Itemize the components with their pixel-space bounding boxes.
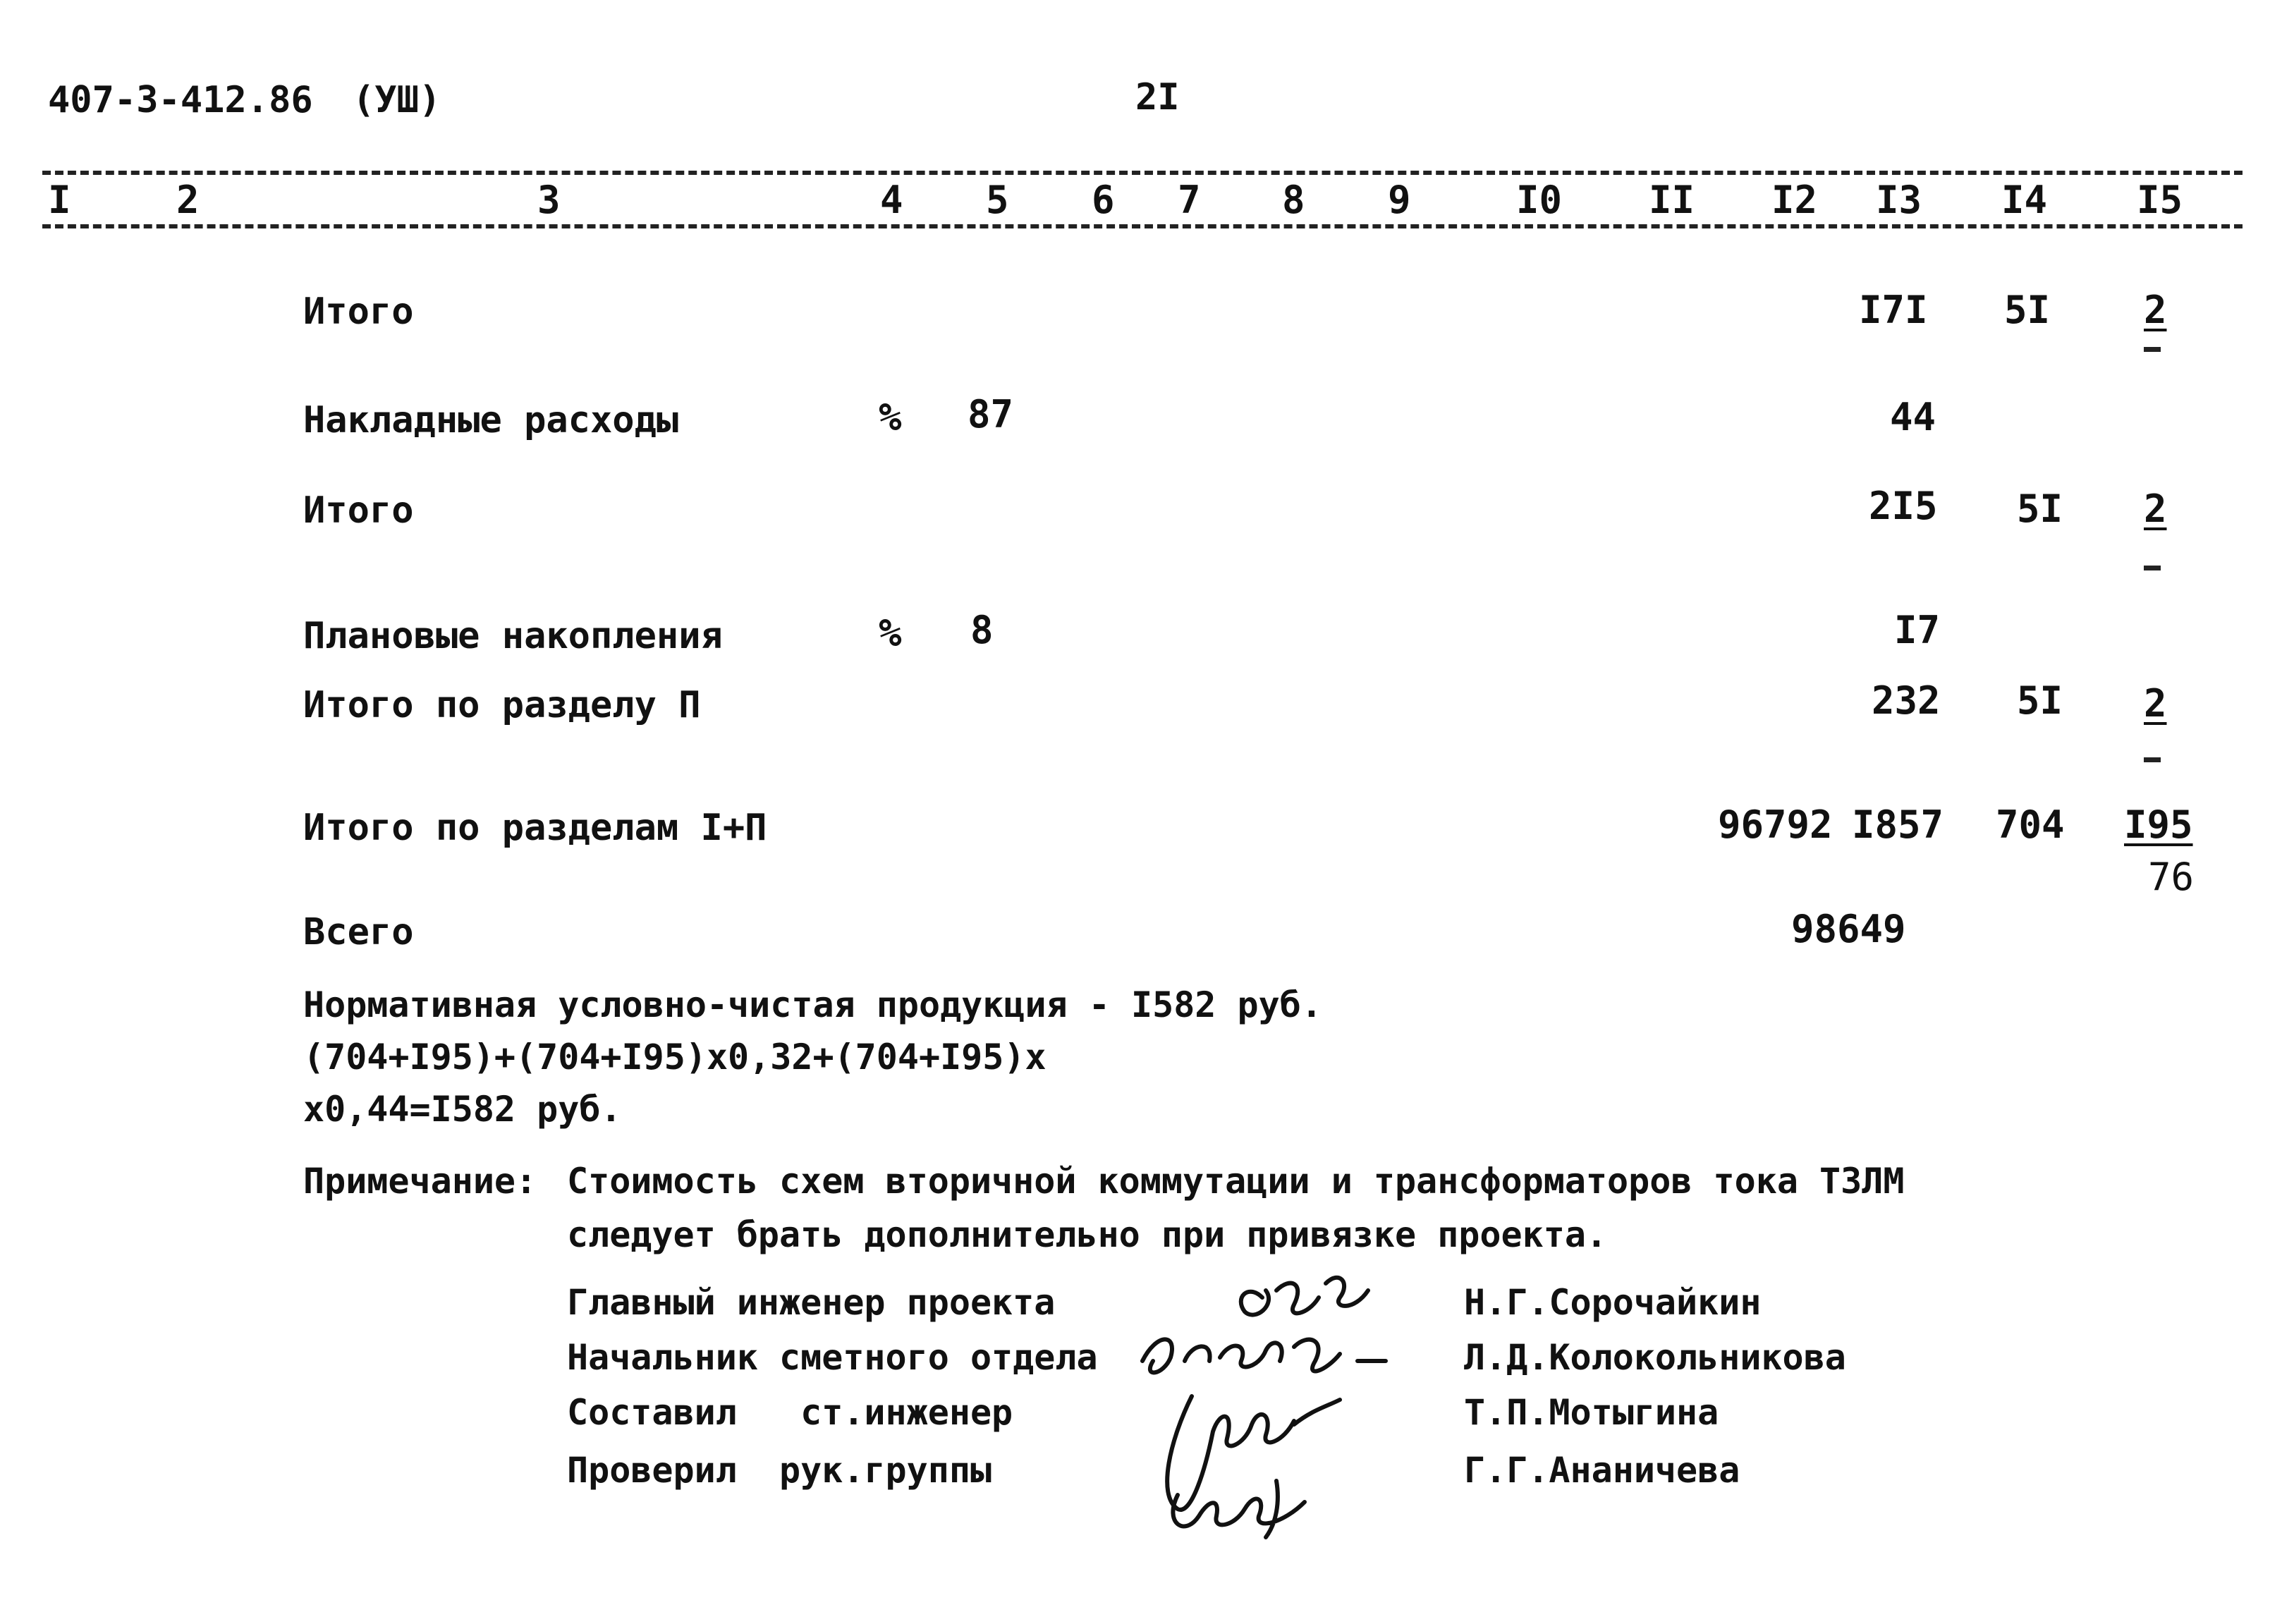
underscore-mark bbox=[2144, 566, 2161, 570]
row-label: Плановые накопления bbox=[303, 615, 723, 657]
column-number: 2 bbox=[176, 178, 200, 222]
row-label: Итого bbox=[303, 291, 414, 333]
signature-role: Начальник сметного отдела bbox=[567, 1337, 1098, 1378]
cell-col15: 2 bbox=[2144, 681, 2167, 726]
cell-col13: I7I bbox=[1859, 288, 1928, 332]
cell-col4: % bbox=[879, 395, 902, 439]
row-label: Итого bbox=[303, 489, 414, 532]
cell-col15: 2 bbox=[2144, 487, 2167, 531]
remark-label: Примечание: bbox=[303, 1161, 537, 1202]
cell-col14: 5I bbox=[2017, 678, 2063, 723]
column-number: 4 bbox=[880, 178, 903, 222]
row-label: Накладные расходы bbox=[303, 399, 679, 441]
document-code: 407-3-412.86 bbox=[48, 79, 313, 121]
signatory-name: Г.Г.Ананичева bbox=[1464, 1450, 1740, 1491]
column-number: 6 bbox=[1092, 178, 1115, 222]
cell-col15: 2 bbox=[2144, 288, 2167, 332]
handwritten-signatures bbox=[1114, 1255, 1439, 1551]
signatory-name: Н.Г.Сорочайкин bbox=[1464, 1282, 1762, 1323]
cell-col15-sub: 76 bbox=[2148, 855, 2195, 899]
cell-col13: I7 bbox=[1894, 608, 1941, 652]
row-label: Итого по разделу П bbox=[303, 684, 701, 726]
column-number: 7 bbox=[1178, 178, 1201, 222]
underscore-mark bbox=[2144, 757, 2161, 762]
cell-col14: 5I bbox=[2004, 288, 2051, 332]
column-number: 8 bbox=[1282, 178, 1305, 222]
column-header-bottom-rule bbox=[42, 224, 2243, 228]
column-number: 9 bbox=[1388, 178, 1411, 222]
row-label: Всего bbox=[303, 911, 414, 953]
column-number: I4 bbox=[2001, 178, 2048, 222]
column-number: I5 bbox=[2137, 178, 2183, 222]
signatory-name: Л.Д.Колокольникова bbox=[1464, 1337, 1846, 1378]
cell-col13: I857 bbox=[1852, 802, 1944, 847]
column-number: II bbox=[1649, 178, 1695, 222]
signature-role: Главный инженер проекта bbox=[567, 1282, 1056, 1323]
cell-col13: 232 bbox=[1872, 678, 1941, 723]
calculation-line: x0,44=I582 руб. bbox=[303, 1089, 622, 1130]
remark-text: Стоимость схем вторичной коммутации и трансформаторов тока ТЗЛМ bbox=[567, 1161, 1905, 1202]
signature-role: Проверил рук.группы bbox=[567, 1450, 992, 1491]
column-number: I3 bbox=[1876, 178, 1922, 222]
underscore-mark bbox=[2144, 347, 2161, 352]
cell-col4: % bbox=[879, 611, 902, 655]
cell-col5: 87 bbox=[968, 392, 1014, 436]
row-label: Итого по разделам I+П bbox=[303, 807, 767, 849]
column-header-top-rule bbox=[42, 171, 2243, 175]
normative-production-line: Нормативная условно-чистая продукция - I582 руб. bbox=[303, 984, 1322, 1025]
remark-text: следует брать дополнительно при привязке проекта. bbox=[567, 1214, 1608, 1255]
cell-col15: I95 bbox=[2124, 802, 2193, 847]
cell-col5: 8 bbox=[970, 608, 994, 652]
cell-col12: 96792 bbox=[1718, 802, 1833, 847]
signatory-name: Т.П.Мотыгина bbox=[1464, 1392, 1719, 1433]
column-number: I2 bbox=[1771, 178, 1818, 222]
cell-col12: 98649 bbox=[1791, 907, 1906, 951]
cell-col14: 704 bbox=[1996, 802, 2065, 847]
cell-col13: 2I5 bbox=[1869, 484, 1938, 528]
cell-col14: 5I bbox=[2017, 487, 2063, 531]
column-number: 3 bbox=[537, 178, 561, 222]
column-number: I0 bbox=[1516, 178, 1563, 222]
volume-label: (УШ) bbox=[353, 79, 441, 121]
signature-role: Составил ст.инженер bbox=[567, 1392, 1013, 1433]
column-number: I bbox=[48, 178, 71, 222]
column-number: 5 bbox=[986, 178, 1009, 222]
page-number: 2I bbox=[1135, 76, 1180, 118]
calculation-line: (704+I95)+(704+I95)x0,32+(704+I95)x bbox=[303, 1037, 1047, 1077]
cell-col13: 44 bbox=[1890, 395, 1936, 439]
